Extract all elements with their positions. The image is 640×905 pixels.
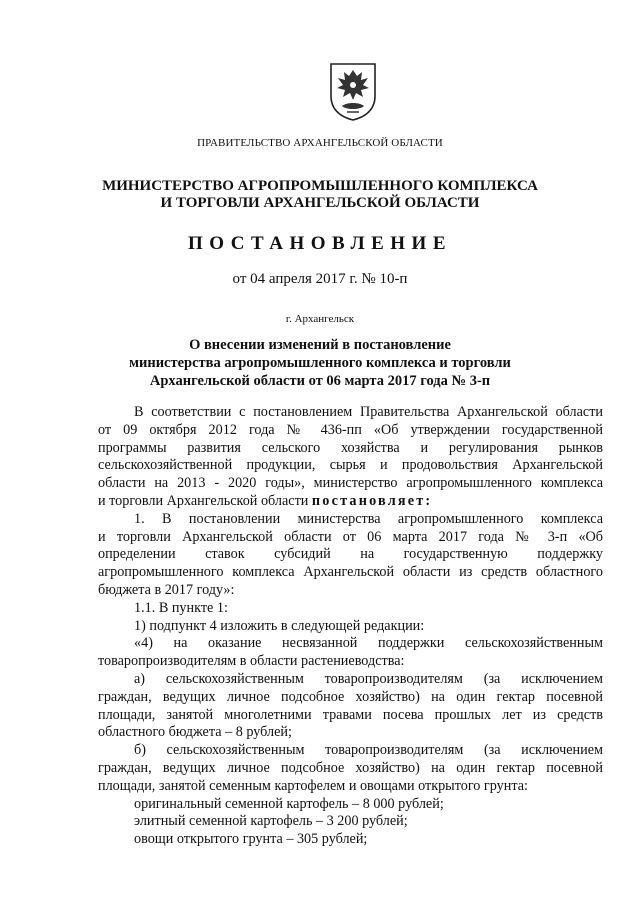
text-line: граждан, ведущих личное подсобное хозяйство) на один гектар посевной bbox=[98, 688, 603, 705]
text-line: сельскохозяйственной продукции, сырья и продовольствия Архангельской bbox=[98, 457, 603, 474]
text-line: от 09 октября 2012 года № 436-пп «Об утверждении государственной bbox=[98, 421, 603, 438]
paragraph-preamble bbox=[98, 404, 603, 511]
text-line: агропромышленного комплекса Архангельской области из средств областного bbox=[98, 564, 603, 581]
title-line-2: министерства агропромышленного комплекса и торговли bbox=[129, 355, 511, 371]
text-line: В соответствии с постановлением Правительства Архангельской области bbox=[134, 404, 603, 420]
paragraph-elite-potato: элитный семенной картофель – 3 200 рублей; bbox=[134, 813, 408, 830]
text-line bbox=[98, 493, 603, 511]
document-title bbox=[60, 336, 580, 390]
text-line: «4) на оказание несвязанной поддержки сельскохозяйственным bbox=[134, 635, 603, 652]
city: г. Архангельск bbox=[285, 313, 355, 325]
ministry-line-2: И ТОРГОВЛИ АРХАНГЕЛЬСКОЙ ОБЛАСТИ bbox=[160, 195, 480, 211]
paragraph-original-potato: оригинальный семенной картофель – 8 000 рублей; bbox=[134, 795, 444, 812]
text-line: определении ставок субсидий на государственную поддержку bbox=[98, 546, 603, 563]
text-line: товаропроизводителям в области растениеводства: bbox=[98, 653, 405, 670]
resolution-word: постановляет: bbox=[311, 492, 433, 509]
ministry-line-1: МИНИСТЕРСТВО АГРОПРОМЫШЛЕННОГО КОМПЛЕКСА bbox=[102, 178, 538, 194]
ministry-name bbox=[60, 178, 580, 212]
text-line: а) сельскохозяйственным товаропроизводителям (за исключением bbox=[134, 670, 603, 687]
text-line: 1. В постановлении министерства агропромышленного комплекса bbox=[134, 510, 603, 527]
date-and-number: от 04 апреля 2017 г. № 10-п bbox=[232, 271, 408, 287]
government-name: ПРАВИТЕЛЬСТВО АРХАНГЕЛЬСКОЙ ОБЛАСТИ bbox=[197, 137, 443, 149]
text-fragment: и торговли Архангельской области bbox=[98, 492, 309, 509]
paragraph-vegetables: овощи открытого грунта – 305 рублей; bbox=[134, 831, 368, 848]
text-line: б) сельскохозяйственным товаропроизводителям (за исключением bbox=[134, 742, 603, 759]
text-line: площади, занятой семенным картофелем и овощами открытого грунта: bbox=[98, 777, 528, 794]
paragraph-item-a bbox=[98, 671, 603, 742]
title-line-3: Архангельской области от 06 марта 2017 года № 3-п bbox=[149, 373, 491, 389]
text-line: и торговли Архангельской области от 06 марта 2017 года № 3-п «Об bbox=[98, 528, 603, 545]
paragraph-subpoint-1: 1) подпункт 4 изложить в следующей редакции: bbox=[134, 617, 425, 634]
text-line: бюджета в 2017 году»: bbox=[98, 581, 235, 598]
text-line: площади, занятой многолетними травами посева прошлых лет из средств bbox=[98, 706, 603, 723]
coat-of-arms-icon bbox=[327, 60, 379, 122]
title-line-1: О внесении изменений в постановление bbox=[189, 337, 451, 353]
paragraph-item-b bbox=[98, 742, 603, 795]
text-line: программы развития сельского хозяйства и регулирования рынков bbox=[98, 439, 603, 456]
text-line: области на 2013 - 2020 годы», министерство агропромышленного комплекса bbox=[98, 475, 603, 492]
document-type: ПОСТАНОВЛЕНИЕ bbox=[187, 233, 453, 254]
paragraph-1-1: 1.1. В пункте 1: bbox=[134, 599, 228, 616]
text-line: граждан, ведущих личное подсобное хозяйство) на один гектар посевной bbox=[98, 759, 603, 776]
paragraph-1 bbox=[98, 511, 603, 600]
paragraph-item-4 bbox=[98, 635, 603, 671]
text-line: областного бюджета – 8 рублей; bbox=[98, 724, 292, 741]
document-body bbox=[98, 404, 603, 849]
